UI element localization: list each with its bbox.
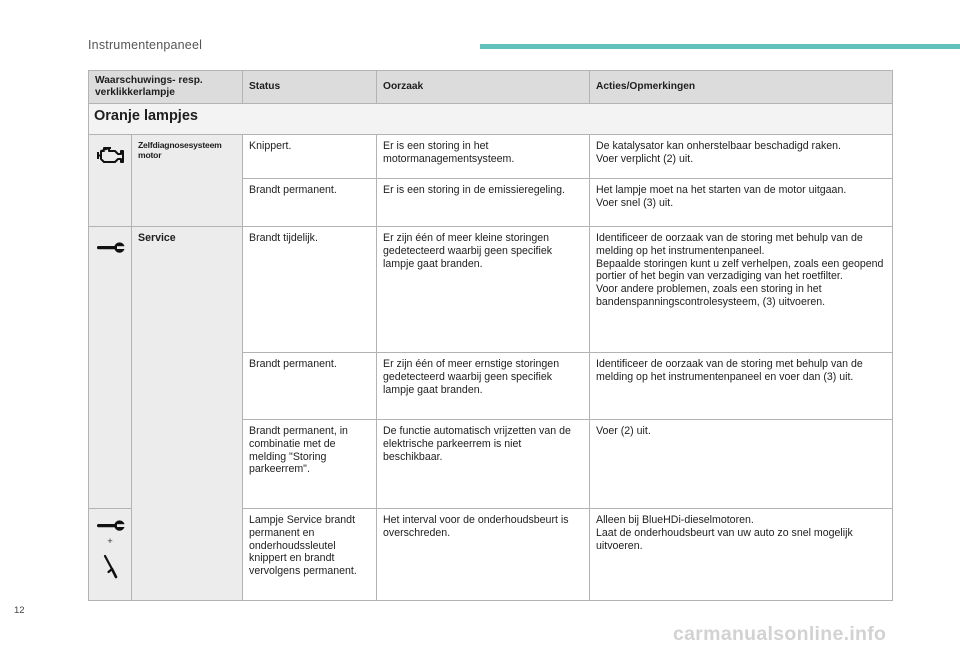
- table-row: [89, 135, 893, 179]
- actions-cell: [590, 420, 893, 509]
- status-cell: Knippert.: [243, 135, 377, 179]
- action-line: Voer verplicht (2) uit.: [596, 152, 694, 165]
- action-line: Alleen bij BlueHDi-dieselmotoren.: [596, 514, 754, 526]
- cause-cell: Het interval voor de onderhoudsbeurt is overschreden.: [377, 509, 590, 601]
- action-line: Bepaalde storingen kunt u zelf verhelpen, zoals een geopend portier of het begin van verzadiging van het roetfilter.: [596, 257, 884, 283]
- status-cell: Lampje Service brandt permanent en onderhoudssleutel knippert en brandt vervolgens permanent.: [243, 509, 377, 601]
- wrench-plus-key-icon: [89, 509, 131, 579]
- header-cause: Oorzaak: [377, 71, 590, 104]
- page-number: 12: [14, 605, 25, 616]
- watermark[interactable]: carmanualsonline.info: [673, 623, 887, 645]
- status-cell: Brandt permanent, in combinatie met de melding "Storing parkeerrem".: [243, 420, 377, 509]
- action-line: Het lampje moet na het starten van de motor uitgaan.: [596, 184, 847, 196]
- actions-cell: [590, 353, 893, 420]
- service-key-icon: [100, 553, 120, 579]
- lamp-name: Zelfdiagnosesysteem motor: [132, 135, 243, 227]
- cause-cell: Er is een storing in het motormanagementsysteem.: [377, 135, 590, 179]
- header-status: Status: [243, 71, 377, 104]
- cause-cell: Er zijn één of meer ernstige storingen gedetecteerd waarbij geen specifiek lampje gaat branden.: [377, 353, 590, 420]
- action-line: Laat de onderhoudsbeurt van uw auto zo snel mogelijk uitvoeren.: [596, 526, 853, 552]
- status-cell: Brandt tijdelijk.: [243, 227, 377, 353]
- wrench-icon-cell: [89, 227, 132, 509]
- section-title: Instrumentenpaneel: [88, 38, 203, 52]
- action-line: Voor andere problemen, zoals een storing in het bandenspanningscontrolesysteem, (3) uitvoeren.: [596, 283, 826, 308]
- actions-cell: [590, 227, 893, 353]
- group-row: [89, 104, 893, 135]
- wrench-icon: [94, 239, 126, 255]
- header-lamp: Waarschuwings- resp. verklikkerlampje: [89, 71, 243, 104]
- table-row: [89, 227, 893, 353]
- cause-cell: De functie automatisch vrijzetten van de elektrische parkeerrem is niet beschikbaar.: [377, 420, 590, 509]
- actions-cell: [590, 509, 893, 601]
- action-line: Identificeer de oorzaak van de storing met behulp van de melding op het instrumentenpaneel.: [596, 232, 863, 257]
- status-cell: Brandt permanent.: [243, 179, 377, 227]
- table-header-row: [89, 71, 893, 104]
- warning-lamps-table: [88, 70, 893, 601]
- actions-cell: [590, 179, 893, 227]
- status-cell: Brandt permanent.: [243, 353, 377, 420]
- plus-sign: +: [107, 536, 113, 547]
- lamp-name: Service: [132, 227, 243, 601]
- cause-cell: Er is een storing in de emissieregeling.: [377, 179, 590, 227]
- section-accent-bar: [480, 44, 960, 49]
- action-line: Identificeer de oorzaak van de storing met behulp van de melding op het instrumentenpaneel en voer dan (3) uit.: [596, 358, 863, 383]
- cause-cell: Er zijn één of meer kleine storingen gedetecteerd waarbij geen specifiek lampje gaat branden.: [377, 227, 590, 353]
- group-title: Oranje lampjes: [89, 104, 893, 135]
- wrench-key-icon-cell: [89, 509, 132, 601]
- action-line: De katalysator kan onherstelbaar beschadigd raken.: [596, 140, 841, 152]
- wrench-icon: [94, 517, 126, 533]
- action-line: Voer (2) uit.: [596, 425, 651, 437]
- header-actions: Acties/Opmerkingen: [590, 71, 893, 104]
- action-line: Voer snel (3) uit.: [596, 196, 674, 209]
- engine-check-icon: [95, 143, 125, 165]
- engine-icon-cell: [89, 135, 132, 227]
- actions-cell: [590, 135, 893, 179]
